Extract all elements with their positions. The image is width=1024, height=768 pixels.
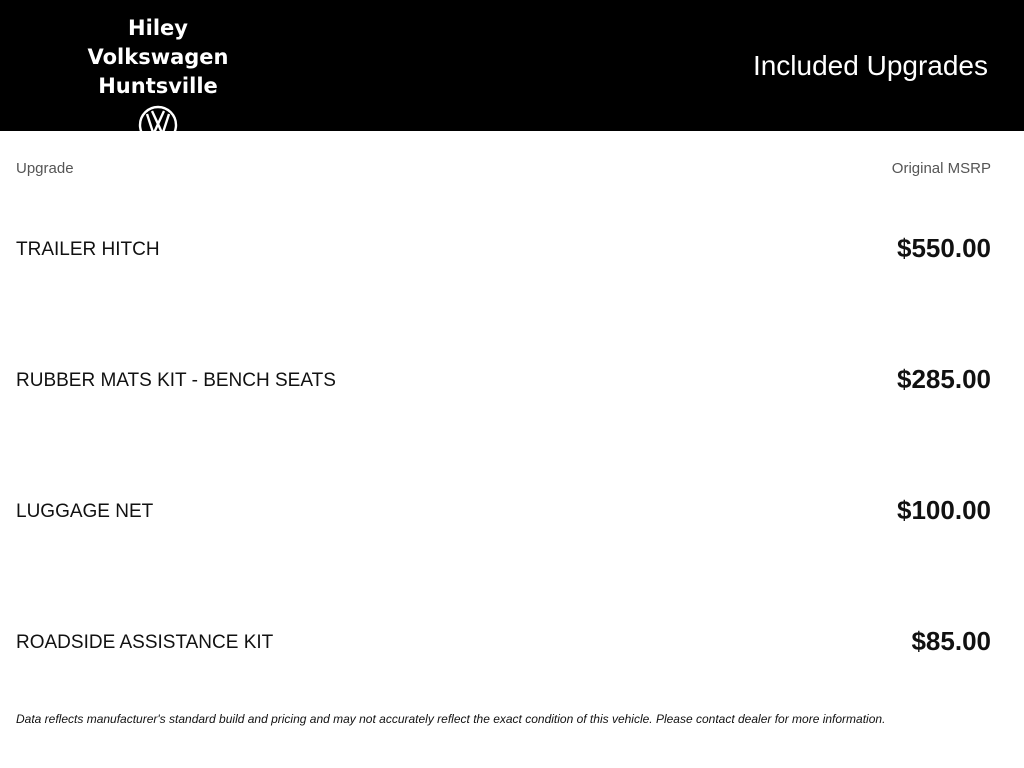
upgrade-row [16, 447, 991, 578]
dealer-name: Hiley Volkswagen [87, 16, 229, 69]
upgrade-row [16, 185, 991, 316]
column-header-upgrade: Upgrade [16, 160, 74, 177]
dealer-branding [58, 14, 258, 145]
header-banner [0, 0, 1024, 131]
page-title: Included Upgrades [752, 50, 988, 81]
upgrade-price: $550.00 [897, 233, 991, 263]
table-header [16, 160, 991, 180]
dealer-location: Huntsville [98, 74, 218, 98]
upgrade-name: RUBBER MATS KIT - BENCH SEATS [16, 370, 336, 391]
upgrade-row [16, 316, 991, 447]
upgrade-name: TRAILER HITCH [16, 239, 160, 260]
upgrade-name: ROADSIDE ASSISTANCE KIT [16, 632, 274, 653]
column-header-msrp: Original MSRP [891, 160, 991, 177]
upgrades-list [16, 185, 991, 709]
upgrade-price: $100.00 [897, 495, 991, 525]
upgrade-price: $285.00 [897, 364, 991, 394]
upgrade-name: LUGGAGE NET [16, 501, 154, 522]
upgrade-row [16, 578, 991, 709]
disclaimer-text: Data reflects manufacturer's standard build and pricing and may not accurately reflect the exact condition of this vehicle. Please contact dealer for more information. [16, 712, 886, 726]
upgrade-price: $85.00 [911, 626, 991, 656]
vw-logo-icon [138, 105, 178, 145]
